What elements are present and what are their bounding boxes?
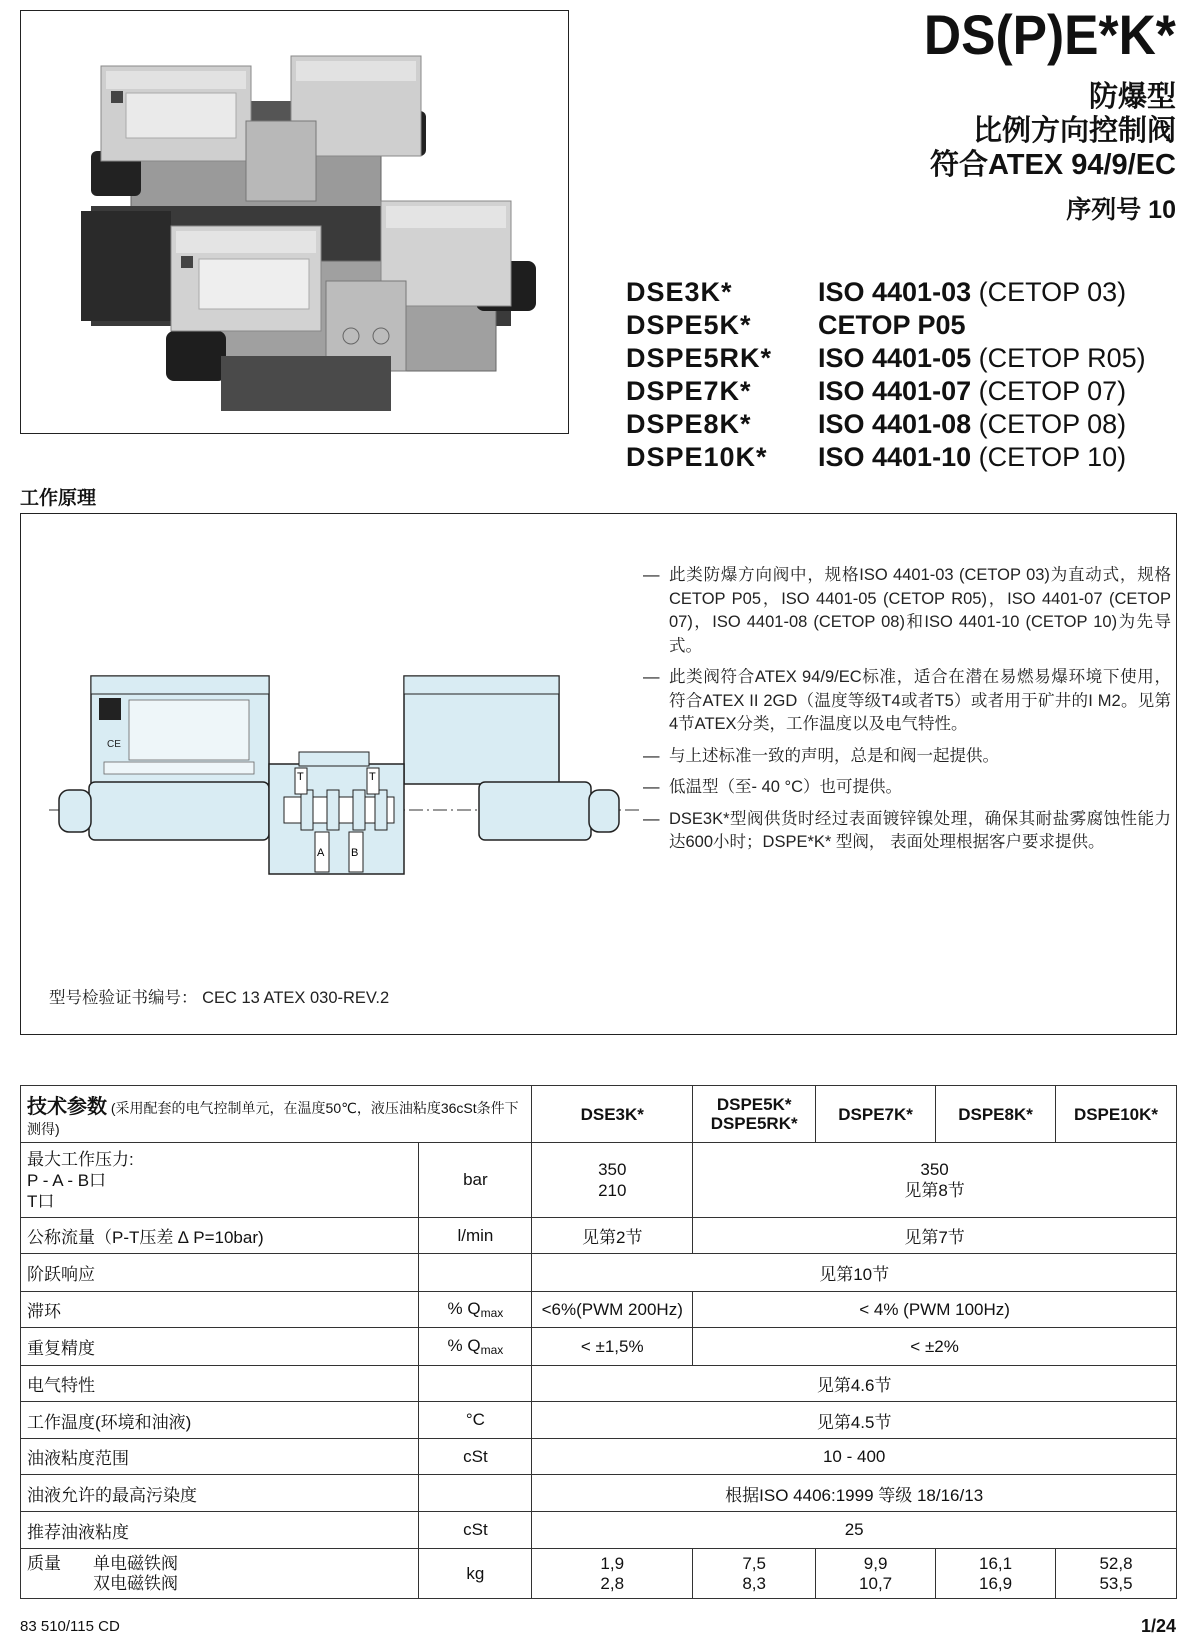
cell-value: 52,8 53,5 — [1056, 1549, 1177, 1599]
col-header-dspe8k: DSPE8K* — [936, 1086, 1056, 1143]
page-number: 1/24 — [1140, 1616, 1176, 1636]
cell-value: 见第7节 — [693, 1218, 1177, 1254]
row-recommended-viscosity — [21, 1512, 1177, 1549]
row-mass — [21, 1549, 1177, 1599]
row-unit: % $Q_{max}$ — [419, 1328, 532, 1366]
model-standard: ISO 4401-03 (CETOP 03) — [818, 277, 1127, 307]
row-unit: l/min — [419, 1218, 532, 1254]
bullet-item — [643, 808, 1171, 855]
row-unit: cSt — [419, 1439, 532, 1475]
row-electrical — [21, 1366, 1177, 1402]
subtitle-line-2: 比例方向控制阀 — [972, 115, 1176, 147]
bullet-item — [643, 666, 1171, 737]
row-unit: % $Q_{max}$ — [419, 1292, 532, 1328]
subtitle-line-3: 符合ATEX 94/9/EC — [929, 149, 1176, 181]
model-standard: CETOP P05 — [818, 310, 966, 340]
bullet-item — [643, 776, 1171, 800]
row-label: 推荐油液粘度 — [21, 1512, 419, 1549]
row-flow — [21, 1218, 1177, 1254]
row-label: 阶跃响应 — [21, 1254, 419, 1292]
model-code: DSPE10K* — [626, 442, 768, 472]
row-label: 滞环 — [21, 1292, 419, 1328]
row-label: 重复精度 — [21, 1328, 419, 1366]
cell-value: 350 210 — [532, 1143, 693, 1218]
cell-value: < ±1,5% — [532, 1328, 693, 1366]
port-label-a: A — [317, 847, 325, 859]
row-pressure — [21, 1143, 1177, 1218]
spec-header-row — [21, 1086, 1177, 1143]
bullet-dash: — — [643, 778, 660, 796]
cell-value: 见第4.5节 — [532, 1402, 1177, 1439]
col-header-dspe10k: DSPE10K* — [1056, 1086, 1177, 1143]
valve-cross-section-diagram — [49, 672, 639, 922]
subtitle-line-1: 防爆型 — [1088, 81, 1176, 113]
certificate-number: 型号检验证书编号： CEC 13 ATEX 030-REV.2 — [49, 989, 390, 1007]
cell-value: 9,9 10,7 — [816, 1549, 936, 1599]
model-code: DSPE8K* — [626, 409, 752, 439]
cell-value: 见第2节 — [532, 1218, 693, 1254]
bullet-dash: — — [643, 668, 660, 686]
cell-value: < ±2% — [693, 1328, 1177, 1366]
row-label: 油液粘度范围 — [21, 1439, 419, 1475]
port-label-t-right: T — [369, 771, 376, 783]
cell-value: 1,9 2,8 — [532, 1549, 693, 1599]
row-unit: bar — [419, 1143, 532, 1218]
bullet-text: 与上述标准一致的声明，总是和阀一起提供。 — [669, 746, 999, 765]
bullet-text: DSE3K*型阀供货时经过表面镀锌镍处理，确保其耐盐雾腐蚀性能力达600小时；DSPE*K* 型阀， 表面处理根据客户要求提供。 — [669, 809, 1171, 851]
row-step-response — [21, 1254, 1177, 1292]
row-unit — [419, 1366, 532, 1402]
row-label: 公称流量（P-T压差 ∆ P=10bar) — [21, 1218, 419, 1254]
row-unit — [419, 1254, 532, 1292]
cell-value: 25 — [532, 1512, 1177, 1549]
row-label: 电气特性 — [21, 1366, 419, 1402]
col-header-dspe7k: DSPE7K* — [816, 1086, 936, 1143]
row-label: 工作温度(环境和油液) — [21, 1402, 419, 1439]
row-unit: cSt — [419, 1512, 532, 1549]
row-hysteresis — [21, 1292, 1177, 1328]
cell-value: 10 - 400 — [532, 1439, 1177, 1475]
row-label: 质量 单电磁铁阀 双电磁铁阀 — [21, 1549, 419, 1599]
working-principle-box — [20, 513, 1177, 1035]
page-title: DS(P)E*K* — [924, 3, 1176, 66]
row-viscosity-range — [21, 1439, 1177, 1475]
cell-value: <6%(PWM 200Hz) — [532, 1292, 693, 1328]
spec-table-note: (采用配套的电气控制单元，在温度50℃，液压油粘度36cSt条件下测得) — [27, 1099, 519, 1137]
bullet-item — [643, 564, 1171, 658]
bullet-dash: — — [643, 746, 660, 765]
cell-value: 7,5 8,3 — [693, 1549, 816, 1599]
cell-value: < 4% (PWM 100Hz) — [693, 1292, 1177, 1328]
row-unit: kg — [419, 1549, 532, 1599]
row-repeatability — [21, 1328, 1177, 1366]
valve-photo-illustration — [21, 11, 567, 432]
section-working-principle-label: 工作原理 — [20, 488, 97, 509]
model-row — [626, 309, 1186, 342]
document-code: 83 510/115 CD — [20, 1618, 120, 1635]
product-photo — [20, 10, 569, 434]
row-unit — [419, 1475, 532, 1512]
port-label-t-left: T — [297, 771, 304, 783]
model-code: DSPE7K* — [626, 376, 752, 406]
working-principle-bullets — [643, 564, 1171, 863]
cell-value: 见第10节 — [532, 1254, 1177, 1292]
bullet-dash: — — [643, 566, 660, 584]
model-code: DSPE5K* — [626, 310, 752, 340]
cell-value: 见第4.6节 — [532, 1366, 1177, 1402]
spec-table-title-cell — [21, 1086, 532, 1143]
cell-value: 根据ISO 4406:1999 等级 18/16/13 — [532, 1475, 1177, 1512]
spec-table-title: 技术参数 — [27, 1095, 107, 1118]
bullet-text: 此类防爆方向阀中，规格ISO 4401-03 (CETOP 03)为直动式，规格CETOP P05，ISO 4401-05 (CETOP R05)，ISO 4401-07 (CETOP 07)，ISO 4401-08 (CETOP 08)和ISO 4401-10 (CETOP 10)为先导式。 — [669, 566, 1171, 655]
row-contamination — [21, 1475, 1177, 1512]
row-label: 油液允许的最高污染度 — [21, 1475, 419, 1512]
series-label: 序列号 10 — [1066, 196, 1176, 224]
svg-text:CE: CE — [107, 739, 121, 750]
port-label-b: B — [351, 847, 359, 859]
model-standard: ISO 4401-10 (CETOP 10) — [818, 442, 1127, 472]
model-row — [626, 342, 1186, 375]
model-row — [626, 408, 1186, 441]
model-code: DSPE5RK* — [626, 343, 773, 373]
bullet-dash: — — [643, 809, 660, 828]
row-label: 最大工作压力: P - A - B口 T口 — [21, 1143, 419, 1218]
spec-table — [20, 1085, 1177, 1599]
model-row — [626, 375, 1186, 408]
bullet-text: 此类阀符合ATEX 94/9/EC标准，适合在潜在易燃易爆环境下使用，符合ATEX II 2GD（温度等级T4或者T5）或者用于矿井的I M2。见第4节ATEX分类，工作温度以及电气特性。 — [669, 668, 1171, 733]
col-header-dse3k: DSE3K* — [532, 1086, 693, 1143]
col-header-dspe5k: DSPE5K* DSPE5RK* — [693, 1086, 816, 1143]
cell-value: 16,1 16,9 — [936, 1549, 1056, 1599]
model-list — [626, 276, 1186, 474]
bullet-text: 低温型（至- 40 °C）也可提供。 — [669, 778, 903, 796]
model-standard: ISO 4401-07 (CETOP 07) — [818, 376, 1127, 406]
model-standard: ISO 4401-08 (CETOP 08) — [818, 409, 1127, 439]
model-code: DSE3K* — [626, 277, 733, 307]
row-unit: °C — [419, 1402, 532, 1439]
model-row — [626, 441, 1186, 474]
bullet-item — [643, 745, 1171, 769]
model-standard: ISO 4401-05 (CETOP R05) — [818, 343, 1146, 373]
cell-value: 350 见第8节 — [693, 1143, 1177, 1218]
model-row — [626, 276, 1186, 309]
row-temperature — [21, 1402, 1177, 1439]
